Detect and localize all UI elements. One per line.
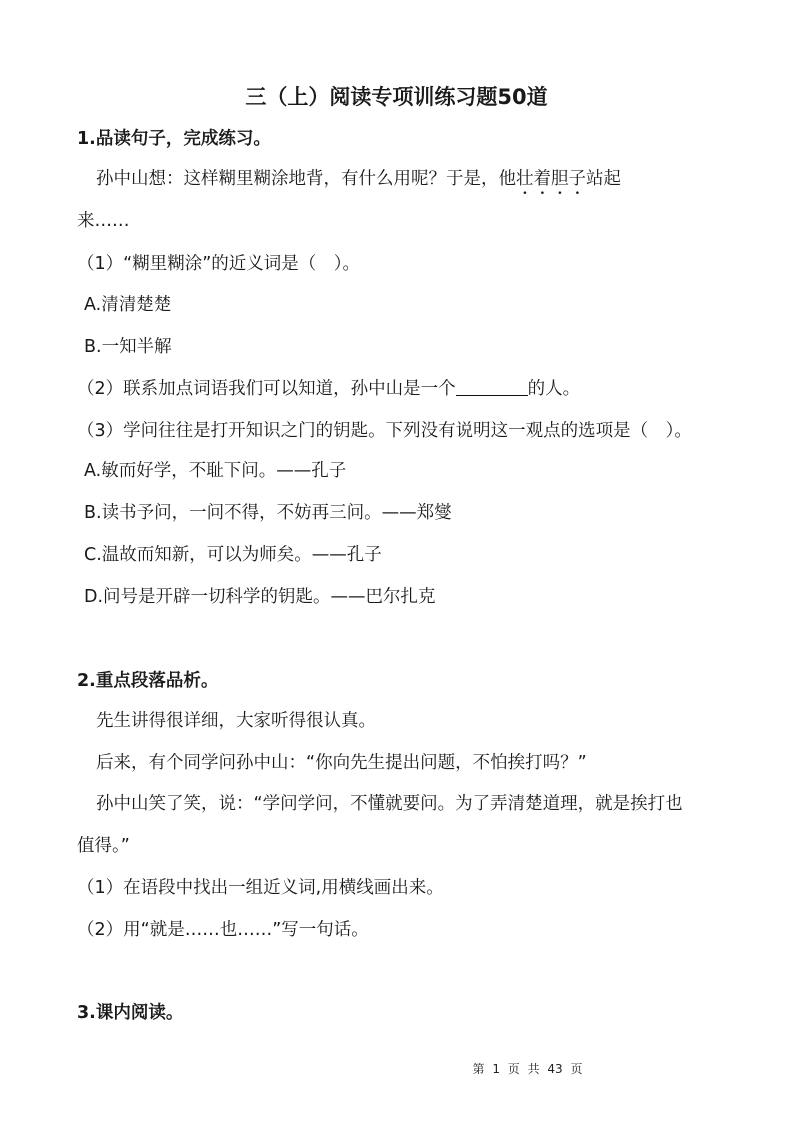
- option-c: C.温故而知新，可以为师矣。——孔子: [84, 545, 382, 565]
- question-2-paragraph: 后来，有个同学问孙中山：“你向先生提出问题，不怕挨打吗？”: [96, 753, 587, 773]
- question-2-heading: 2.重点段落品析。: [77, 671, 219, 691]
- sub-2-text: 的人。: [527, 379, 581, 399]
- question-1-sub-1: （1）“糊里糊涂”的近义词是（ ）。: [77, 254, 361, 274]
- sub-2-text: （2）联系加点词语我们可以知道，孙中山是一个: [77, 379, 456, 399]
- page-title: 三（上）阅读专项训练习题50道: [245, 85, 548, 109]
- question-2-paragraph: 先生讲得很详细，大家听得很认真。: [96, 711, 376, 731]
- question-2-sub-2: （2）用“就是……也……”写一句话。: [77, 920, 369, 940]
- question-2-paragraph: 孙中山笑了笑，说：“学问学问，不懂就要问。为了弄清楚道理，就是挨打也: [96, 794, 683, 814]
- question-1-sub-3: （3）学问往往是打开知识之门的钥匙。下列没有说明这一观点的选项是（ ）。: [77, 421, 692, 441]
- option-a: A.敏而好学，不耻下问。——孔子: [84, 461, 347, 481]
- question-1-passage: [96, 167, 621, 199]
- option-b: B.一知半解: [84, 337, 172, 357]
- option-a: A.清清楚楚: [84, 295, 172, 315]
- passage-text: 站起: [586, 169, 621, 189]
- question-3-heading: 3.课内阅读。: [77, 1003, 184, 1023]
- question-1-passage-cont: 来……: [77, 211, 130, 231]
- question-2-sub-1: （1）在语段中找出一组近义词,用横线画出来。: [77, 878, 444, 898]
- question-1-heading: 1.品读句子，完成练习。: [77, 129, 271, 149]
- passage-text: 孙中山想：这样糊里糊涂地背，有什么用呢？于是，他: [96, 169, 516, 189]
- option-b: B.读书予问，一问不得，不妨再三问。——郑燮: [84, 503, 452, 523]
- question-2-paragraph-cont: 值得。”: [77, 836, 130, 856]
- question-1-sub-2: [77, 377, 580, 401]
- page-footer: 第 1 页 共 43 页: [472, 1062, 583, 1076]
- emphasized-words: 壮着胆子: [516, 169, 586, 189]
- option-d: D.问号是开辟一切科学的钥匙。——巴尔扎克: [84, 587, 436, 607]
- answer-blank: [456, 377, 528, 396]
